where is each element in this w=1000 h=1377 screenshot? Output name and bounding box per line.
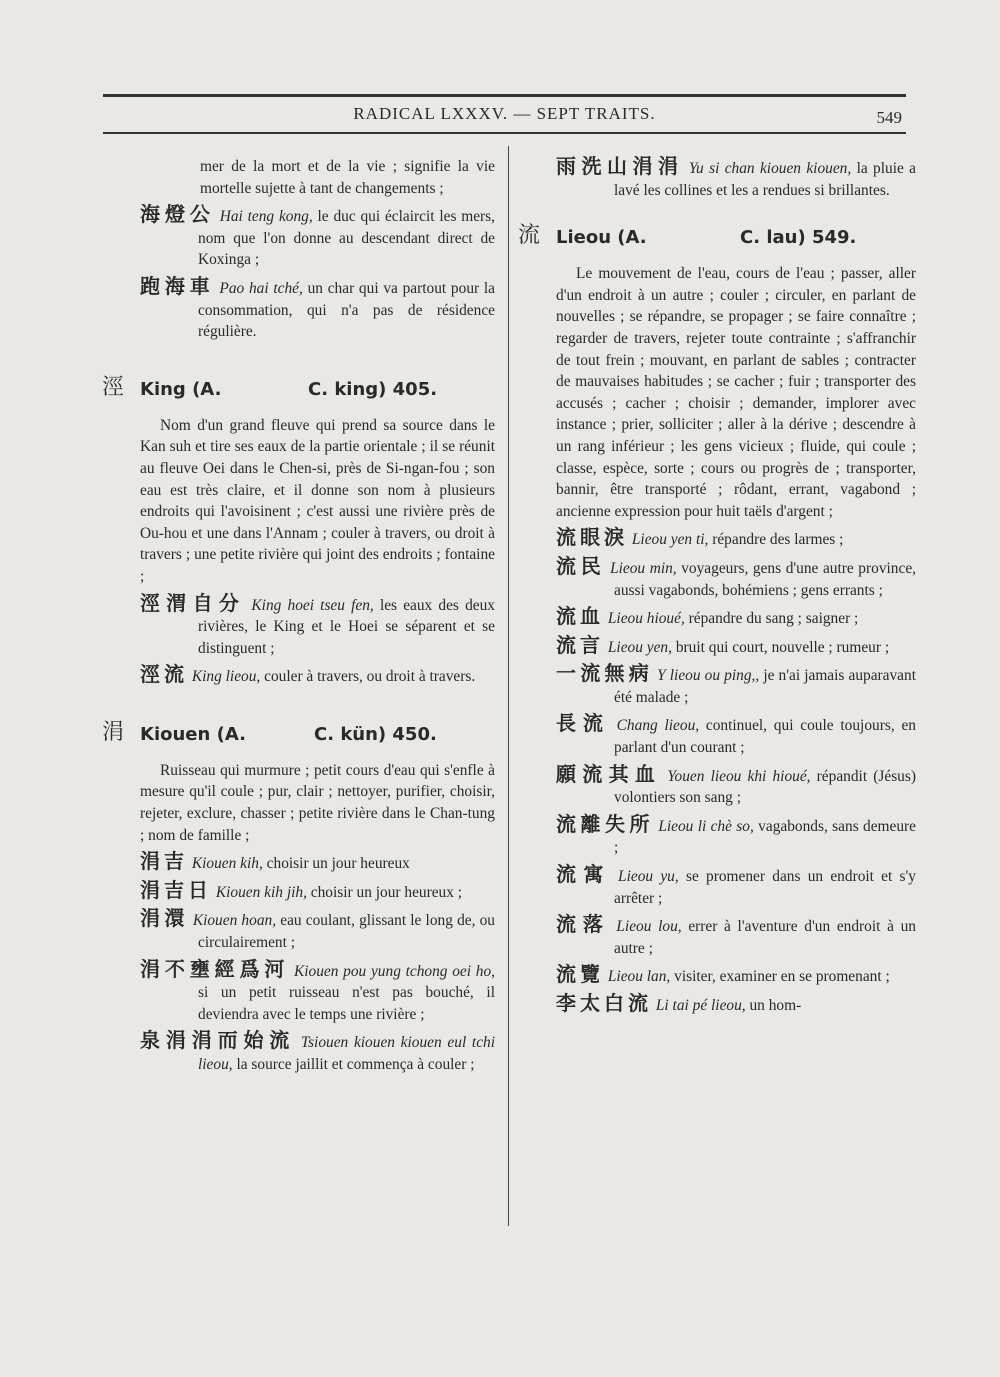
running-title: RADICAL LXXXV. — SEPT TRAITS. — [353, 104, 656, 123]
definition: un hom- — [745, 997, 802, 1014]
chinese-term: 願流其血 — [556, 761, 662, 786]
chinese-term: 流落 — [556, 912, 610, 937]
romanization: Kiouen hoan, — [192, 912, 277, 930]
entry — [556, 606, 916, 630]
definition: couler à travers, ou droit à travers. — [260, 668, 476, 686]
chinese-term: 涇渭自分 — [140, 590, 246, 615]
chinese-term: 流眼淚 — [556, 525, 628, 550]
definition: visiter, examiner en se promenant ; — [670, 968, 890, 986]
romanization: Lieou yu, — [618, 868, 679, 886]
romanization: King lieou, — [191, 668, 261, 686]
headword-definition: Le mouvement de l'eau, cours de l'eau ; passer, aller d'un endroit à un autre ; couler ; circuler, en parlant de nouvelles ; se répandre, se propager ; se faire connaître ; regarder de travers, rejeter toute contrainte ; s'affranchir de tout frein ; mouvant, en parlant de sables ; contracter de mauvaises habitudes ; se cacher ; fuir ; transporter des accusés ; cacher ; choisir ; demander, implorer avec instance ; prier, solliciter ; aller à la dérive ; descendre à un rang inférieur ; les gens vicieux ; fluide, qui coule ; classe, espèce, sorte ; cours ou progrès de ; transporter, bannir, être transporté ; rôdant, errant, vagabond ; ancienne expression pour huit taëls d'argent ; — [556, 265, 916, 520]
chinese-term: 流覽 — [556, 962, 604, 987]
definition: la pluie a lavé les collines et les a rendues si brillantes. — [614, 160, 917, 199]
definition: voyageurs, gens d'une autre province, aussi vagabonds, bohémiens ; gens errants ; — [614, 559, 916, 599]
entry — [140, 664, 495, 688]
definition: répandre des larmes ; — [708, 531, 844, 549]
headword-romanization: King (A. — [140, 378, 222, 400]
entry — [556, 632, 916, 659]
entry — [140, 273, 495, 343]
romanization: Chang lieou, — [616, 717, 700, 735]
entry — [556, 553, 916, 601]
entry — [556, 761, 916, 809]
headword-cantonese: C. kün) 450. — [314, 723, 437, 745]
romanization: Li tai pé lieou, — [655, 997, 746, 1014]
definition: un char qui va partout pour la consommation, qui n'a pas de résidence régulière. — [198, 279, 495, 341]
definition: bruit qui court, nouvelle ; rumeur ; — [671, 638, 890, 656]
romanization: Lieou lou, — [616, 918, 682, 936]
entry — [556, 713, 916, 758]
chinese-term: 涇流 — [140, 662, 188, 687]
chinese-term: 跑海車 — [140, 273, 215, 298]
romanization: Lieou min, — [610, 559, 677, 577]
definition: se promener dans un endroit et s'y arrêter ; — [614, 868, 916, 907]
romanization: Y lieou ou ping,, — [657, 667, 760, 685]
definition: répandre du sang ; saigner ; — [684, 610, 859, 628]
page-header — [103, 104, 906, 132]
column-divider — [508, 146, 509, 1226]
romanization: Yu si chan kiouen kiouen, — [688, 160, 852, 177]
romanization: Lieou li chè so, — [658, 817, 754, 835]
page-number: 549 — [876, 108, 902, 127]
romanization: Kiouen pou yung tchong oei ho, — [293, 962, 495, 980]
definition: continuel, qui coule toujours, en parlant d'un courant ; — [614, 717, 916, 757]
romanization: Tsiouen kiouen kiouen eul tchi lieou, — [198, 1034, 496, 1073]
definition: la source jaillit et commença à couler ; — [232, 1056, 475, 1073]
chinese-term: 涓澴 — [140, 906, 189, 931]
header-rule-top — [103, 94, 906, 97]
entry — [556, 663, 916, 708]
chinese-term: 海燈公 — [140, 202, 215, 227]
chinese-term: 流民 — [556, 553, 606, 578]
chinese-term: 雨洗山涓涓 — [556, 154, 684, 178]
left-column — [102, 156, 496, 1076]
chinese-term: 流血 — [556, 604, 604, 629]
headword-romanization: Lieou (A. — [556, 227, 647, 249]
entry — [140, 851, 495, 875]
entry — [140, 877, 495, 904]
definition: errer à l'aventure d'un endroit à un autre ; — [614, 918, 917, 957]
entry — [556, 527, 916, 551]
chinese-term: 長流 — [556, 711, 610, 736]
headword-character: 涓 — [102, 719, 125, 745]
definition: le duc qui éclaircit les mers, nom que l'on donne au descendant direct de Koxinga ; — [198, 208, 496, 269]
romanization: Youen lieou khi hioué, — [667, 767, 811, 785]
definition: choisir un jour heureux — [262, 855, 410, 873]
romanization: Pao hai tché, — [219, 279, 303, 297]
chinese-term: 流寓 — [556, 862, 611, 887]
right-column — [518, 154, 917, 1017]
definition: eau coulant, glissant le long de, ou circulairement ; — [198, 912, 496, 952]
entry — [140, 590, 495, 660]
header-rule-bottom — [103, 132, 906, 134]
chinese-term: 流言 — [556, 632, 604, 657]
romanization: King hoei tseu fen, — [251, 596, 374, 614]
headword-romanization: Kiouen (A. — [140, 723, 246, 745]
chinese-term: 流離失所 — [556, 811, 654, 836]
romanization: Lieou yen ti, — [631, 531, 709, 549]
entry — [140, 204, 495, 271]
definition: répandit (Jésus) volontiers son sang ; — [614, 767, 916, 807]
romanization: Lieou lan, — [607, 968, 671, 986]
definition: vagabonds, sans demeure ; — [614, 817, 916, 857]
entry — [556, 156, 916, 201]
definition: si un petit ruisseau n'est pas bouché, il deviendra avec le temps une rivière ; — [198, 984, 495, 1023]
entry — [556, 993, 916, 1017]
headword-kiouen — [102, 719, 495, 748]
headword-cantonese: C. king) 405. — [308, 378, 438, 400]
headword-king — [102, 374, 495, 403]
headword-definition: Nom d'un grand fleuve qui prend sa source dans le Kan suh et tire ses eaux de la partie orientale ; il se réunit au fleuve Oei dans le Chen-si, près de Si-ngan-fou ; son eau est très claire, et il donne son nom à plusieurs endroits qui l'avoisinent ; c'est aussi une rivière près de Ou-hou et une dans l'Annam ; couler à travers, ou droit à travers ; une petite rivière qui joint des endroits ; fontaine ; — [140, 416, 495, 585]
headword-definition: Ruisseau qui murmure ; petit cours d'eau qui s'enfle à mesure qu'il coule ; pur, clair ; nettoyer, purifier, choisir, rejeter, exclure, chasser ; petite rivière dans le Chan-tung ; nom de famille ; — [140, 761, 495, 844]
chinese-term: 涓吉 — [140, 849, 188, 874]
chinese-term: 涓不壅經爲河 — [140, 956, 290, 981]
entry — [140, 908, 495, 953]
definition: je n'ai jamais auparavant été malade ; — [614, 667, 916, 706]
entry — [140, 956, 495, 1026]
headword-character: 涇 — [102, 374, 125, 400]
chinese-term: 李太白流 — [556, 991, 652, 1015]
chinese-term: 一流無病 — [556, 661, 654, 686]
romanization: Kiouen kih jih, — [215, 883, 307, 901]
continuation-text: mer de la mort et de la vie ; signifie la vie mortelle sujette à tant de changements ; — [200, 158, 495, 197]
headword-lieou — [518, 223, 916, 251]
romanization: Hai teng kong, — [219, 208, 313, 226]
entry — [556, 864, 916, 909]
entry — [556, 811, 916, 859]
entry — [556, 964, 916, 988]
entry — [140, 1030, 495, 1075]
chinese-term: 泉涓涓而始流 — [140, 1028, 296, 1053]
definition: choisir un jour heureux ; — [306, 883, 463, 901]
headword-character: 流 — [518, 223, 541, 249]
chinese-term: 涓吉日 — [140, 877, 212, 902]
romanization: Lieou hioué, — [607, 610, 685, 628]
romanization: Kiouen kih, — [191, 855, 263, 873]
definition: les eaux des deux rivières, le King et le Hoei se séparent et se distinguent ; — [198, 596, 495, 657]
romanization: Lieou yen, — [607, 638, 672, 656]
headword-cantonese: C. lau) 549. — [740, 227, 857, 249]
entry — [556, 914, 916, 959]
